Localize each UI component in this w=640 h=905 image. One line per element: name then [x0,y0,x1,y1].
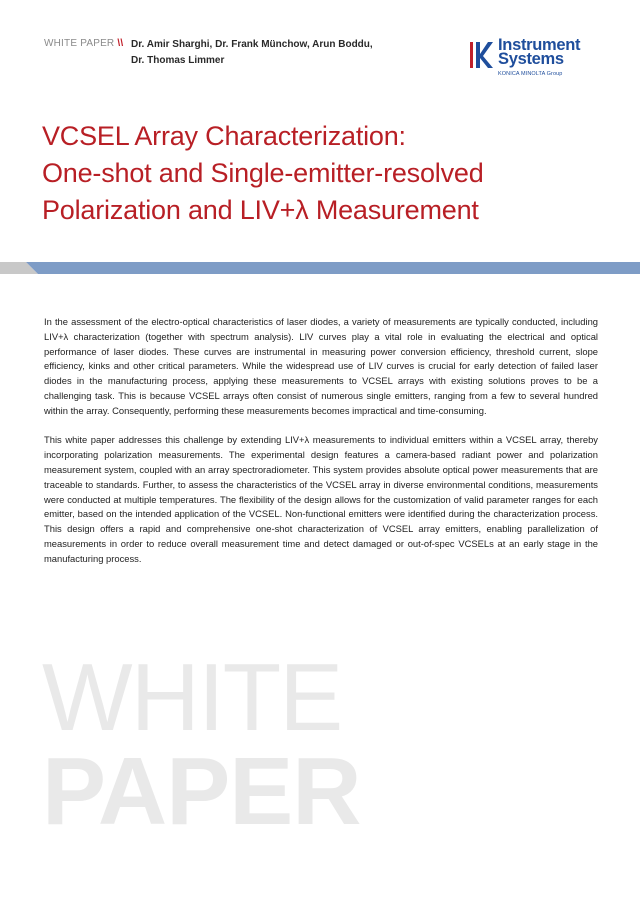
page-header [0,0,640,100]
document-type-label [44,38,126,49]
white-paper-watermark [42,644,361,845]
logo-name-line-1: Instrument [498,36,581,54]
logo-wordmark [498,38,580,66]
title-line-3: Polarization and LIV+λ Measurement [42,195,479,225]
separator-slashes: \\ [117,38,124,49]
author-list [131,37,411,69]
band-graphic [0,262,640,274]
page-title [42,118,622,229]
paragraph-1: In the assessment of the electro-optical characteristics of laser diodes, a variety of measurements are typically conducted, including LIV+λ characterization (together with spectrum analysis). LIV curves play a vital role in evaluating the electrical and optical performance of laser diodes. These curves are instrumental in measuring power conversion efficiency, threshold current, slope efficiency, kinks and other critical parameters. While the widespread use of LIV curves is crucial for early detection of failed laser diodes in the manufacturing process, applying these measurements to VCSEL arrays with existing solutions proves to be a challenging task. This is because VCSEL arrays often consist of numerous single emitters, ranging from a few to several hundred within the array. Consequently, performing these measurements becomes impractical and time-consuming. [44,316,598,416]
paragraph-2: This white paper addresses this challenge by extending LIV+λ measurements to individual emitters within a VCSEL array, thereby incorporating polarization measurements. The experimental design features a camera-based radiant power and polarization measurement system, coupled with an array spectroradiometer. This system provides absolute optical power measurements that are traceable to standards. Further, to assess the characteristics of the VCSEL array in diverse environmental conditions, measurements were conducted at multiple temperatures. The flexibility of the design allows for the customization of valid parameter ranges for each emitter, based on the intended application of the VCSEL. Non-functional emitters were identified during the characterization process. This design offers a rapid and comprehensive one-shot characterization of VCSEL array emitters, enabling parallelization of measurements in order to reduce overall measurement time and detect damaged or out-of-spec VCSELs at an early stage in the manufacturing process. [44,434,598,564]
watermark-line-1: WHITE [42,644,342,751]
title-line-1: VCSEL Array Characterization: [42,121,406,151]
logo-name-line-2: Systems [498,50,564,68]
doc-type-text: WHITE PAPER [44,38,115,49]
watermark-line-2: PAPER [42,738,361,845]
authors-line-2: Dr. Thomas Limmer [131,55,225,66]
decorative-band [0,262,640,274]
logo-mark-icon [466,40,496,70]
title-line-2: One-shot and Single-emitter-resolved [42,158,484,188]
logo-group-label: KONICA MINOLTA Group [498,71,563,77]
band-blue-segment [26,262,640,274]
instrument-systems-logo [466,38,606,82]
authors-line-1: Dr. Amir Sharghi, Dr. Frank Münchow, Arun Boddu, [131,39,373,50]
abstract-text [44,315,598,581]
